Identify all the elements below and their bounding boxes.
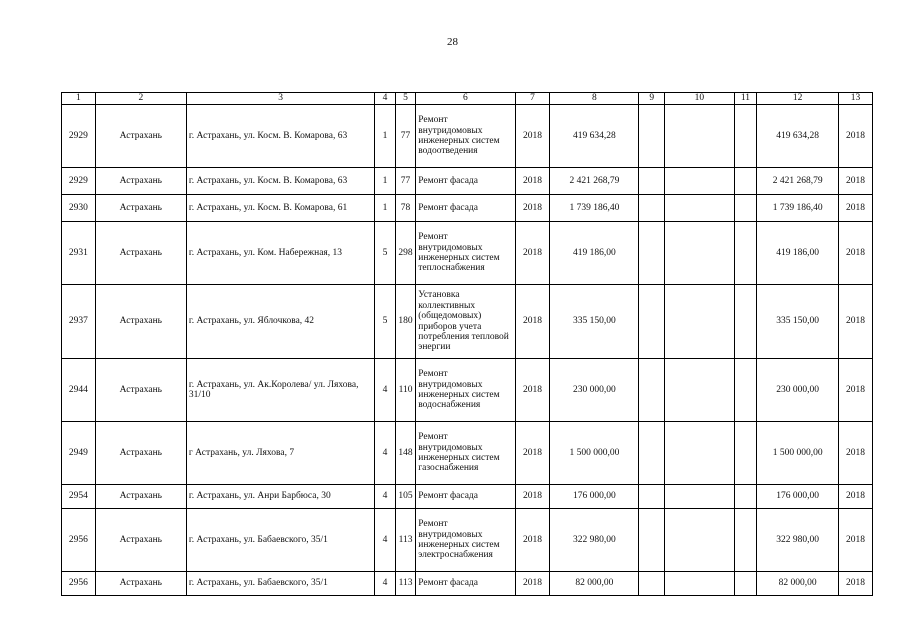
cell-cost: 1 739 186,40 (550, 195, 639, 222)
cell-work: Ремонт внутридомовых инженерных систем теплоснабжения (416, 222, 515, 285)
header-row (62, 93, 873, 105)
column-header: 9 (639, 93, 665, 105)
cell-year: 2018 (515, 359, 550, 422)
cell-col5: 77 (395, 168, 415, 195)
cell-col11 (734, 285, 757, 359)
table-row (62, 359, 873, 422)
table-row (62, 105, 873, 168)
table-row (62, 572, 873, 596)
cell-col10 (665, 485, 735, 509)
cell-address: г. Астрахань, ул. Ак.Королева/ ул. Ляхова, 31/10 (186, 359, 374, 422)
column-header: 2 (95, 93, 186, 105)
cell-work: Ремонт внутридомовых инженерных систем водоотведения (416, 105, 515, 168)
cell-col5: 77 (395, 105, 415, 168)
cell-col13: 2018 (839, 485, 873, 509)
cell-cost: 230 000,00 (550, 359, 639, 422)
table-row (62, 222, 873, 285)
cell-city: Астрахань (95, 572, 186, 596)
table-row (62, 485, 873, 509)
cell-id: 2954 (62, 485, 96, 509)
cell-col13: 2018 (839, 195, 873, 222)
column-header: 5 (395, 93, 415, 105)
cell-id: 2931 (62, 222, 96, 285)
cell-col9 (639, 105, 665, 168)
table-row (62, 168, 873, 195)
cell-cost: 82 000,00 (550, 572, 639, 596)
cell-id: 2956 (62, 509, 96, 572)
cell-col4: 4 (375, 572, 395, 596)
column-header: 10 (665, 93, 735, 105)
cell-col10 (665, 572, 735, 596)
cell-col5: 110 (395, 359, 415, 422)
cell-col9 (639, 222, 665, 285)
cell-col13: 2018 (839, 572, 873, 596)
cell-year: 2018 (515, 485, 550, 509)
table-row (62, 195, 873, 222)
cell-address: г. Астрахань, ул. Косм. В. Комарова, 63 (186, 105, 374, 168)
page-number: 28 (447, 36, 458, 48)
column-header: 13 (839, 93, 873, 105)
cell-col10 (665, 168, 735, 195)
cell-col5: 105 (395, 485, 415, 509)
cell-col10 (665, 422, 735, 485)
cell-id: 2949 (62, 422, 96, 485)
cell-work: Ремонт фасада (416, 485, 515, 509)
cell-col11 (734, 422, 757, 485)
cell-id: 2929 (62, 105, 96, 168)
cell-col4: 1 (375, 168, 395, 195)
cell-id: 2956 (62, 572, 96, 596)
cell-address: г. Астрахань, ул. Косм. В. Комарова, 63 (186, 168, 374, 195)
cell-cost: 322 980,00 (550, 509, 639, 572)
cell-col10 (665, 509, 735, 572)
cell-year: 2018 (515, 422, 550, 485)
cell-col5: 180 (395, 285, 415, 359)
cell-col4: 5 (375, 285, 395, 359)
cell-col10 (665, 285, 735, 359)
cell-cost: 176 000,00 (550, 485, 639, 509)
column-header: 4 (375, 93, 395, 105)
cell-total: 419 634,28 (757, 105, 839, 168)
cell-col5: 113 (395, 509, 415, 572)
cell-col4: 4 (375, 422, 395, 485)
cell-city: Астрахань (95, 485, 186, 509)
cell-col13: 2018 (839, 359, 873, 422)
cell-col11 (734, 222, 757, 285)
cell-cost: 335 150,00 (550, 285, 639, 359)
column-header: 8 (550, 93, 639, 105)
column-header: 7 (515, 93, 550, 105)
cell-city: Астрахань (95, 195, 186, 222)
cell-col13: 2018 (839, 509, 873, 572)
cell-work: Ремонт фасада (416, 168, 515, 195)
register-table (61, 92, 873, 596)
cell-work: Установка коллективных (общедомовых) приборов учета потребления тепловой энергии (416, 285, 515, 359)
cell-col5: 113 (395, 572, 415, 596)
table-row (62, 422, 873, 485)
cell-city: Астрахань (95, 422, 186, 485)
cell-col10 (665, 222, 735, 285)
cell-col13: 2018 (839, 422, 873, 485)
cell-id: 2929 (62, 168, 96, 195)
cell-col11 (734, 359, 757, 422)
cell-col4: 4 (375, 485, 395, 509)
cell-total: 322 980,00 (757, 509, 839, 572)
cell-year: 2018 (515, 285, 550, 359)
cell-address: г. Астрахань, ул. Анри Барбюса, 30 (186, 485, 374, 509)
cell-year: 2018 (515, 509, 550, 572)
cell-col9 (639, 572, 665, 596)
cell-col9 (639, 509, 665, 572)
cell-year: 2018 (515, 222, 550, 285)
cell-col13: 2018 (839, 285, 873, 359)
cell-col4: 4 (375, 359, 395, 422)
cell-col13: 2018 (839, 105, 873, 168)
cell-id: 2944 (62, 359, 96, 422)
column-header: 12 (757, 93, 839, 105)
cell-address: г Астрахань, ул. Ляхова, 7 (186, 422, 374, 485)
cell-total: 2 421 268,79 (757, 168, 839, 195)
cell-col4: 1 (375, 195, 395, 222)
cell-year: 2018 (515, 168, 550, 195)
cell-col4: 5 (375, 222, 395, 285)
cell-col9 (639, 422, 665, 485)
cell-city: Астрахань (95, 509, 186, 572)
cell-col10 (665, 195, 735, 222)
cell-total: 1 739 186,40 (757, 195, 839, 222)
cell-total: 335 150,00 (757, 285, 839, 359)
cell-col5: 78 (395, 195, 415, 222)
cell-work: Ремонт фасада (416, 195, 515, 222)
cell-address: г. Астрахань, ул. Ком. Набережная, 13 (186, 222, 374, 285)
cell-address: г. Астрахань, ул. Косм. В. Комарова, 61 (186, 195, 374, 222)
cell-cost: 1 500 000,00 (550, 422, 639, 485)
cell-col9 (639, 168, 665, 195)
column-header: 3 (186, 93, 374, 105)
cell-city: Астрахань (95, 222, 186, 285)
cell-col11 (734, 168, 757, 195)
table-row (62, 509, 873, 572)
cell-col5: 148 (395, 422, 415, 485)
cell-cost: 419 186,00 (550, 222, 639, 285)
cell-col9 (639, 485, 665, 509)
column-header: 11 (734, 93, 757, 105)
cell-cost: 419 634,28 (550, 105, 639, 168)
cell-work: Ремонт внутридомовых инженерных систем газоснабжения (416, 422, 515, 485)
cell-col9 (639, 359, 665, 422)
cell-total: 230 000,00 (757, 359, 839, 422)
cell-col9 (639, 195, 665, 222)
cell-year: 2018 (515, 572, 550, 596)
cell-id: 2930 (62, 195, 96, 222)
cell-year: 2018 (515, 105, 550, 168)
cell-city: Астрахань (95, 168, 186, 195)
cell-col4: 4 (375, 509, 395, 572)
cell-total: 82 000,00 (757, 572, 839, 596)
cell-col13: 2018 (839, 222, 873, 285)
cell-address: г. Астрахань, ул. Бабаевского, 35/1 (186, 572, 374, 596)
cell-col11 (734, 195, 757, 222)
cell-col11 (734, 105, 757, 168)
cell-city: Астрахань (95, 359, 186, 422)
cell-col10 (665, 105, 735, 168)
cell-city: Астрахань (95, 285, 186, 359)
cell-year: 2018 (515, 195, 550, 222)
cell-col11 (734, 572, 757, 596)
cell-col10 (665, 359, 735, 422)
column-header: 6 (416, 93, 515, 105)
cell-work: Ремонт внутридомовых инженерных систем водоснабжения (416, 359, 515, 422)
cell-address: г. Астрахань, ул. Бабаевского, 35/1 (186, 509, 374, 572)
cell-work: Ремонт внутридомовых инженерных систем электроснабжения (416, 509, 515, 572)
cell-col5: 298 (395, 222, 415, 285)
cell-col4: 1 (375, 105, 395, 168)
cell-id: 2937 (62, 285, 96, 359)
cell-total: 1 500 000,00 (757, 422, 839, 485)
cell-total: 176 000,00 (757, 485, 839, 509)
table-row (62, 285, 873, 359)
cell-col11 (734, 509, 757, 572)
cell-col13: 2018 (839, 168, 873, 195)
cell-address: г. Астрахань, ул. Яблочкова, 42 (186, 285, 374, 359)
column-header: 1 (62, 93, 96, 105)
cell-col9 (639, 285, 665, 359)
cell-city: Астрахань (95, 105, 186, 168)
cell-col11 (734, 485, 757, 509)
cell-total: 419 186,00 (757, 222, 839, 285)
cell-work: Ремонт фасада (416, 572, 515, 596)
cell-cost: 2 421 268,79 (550, 168, 639, 195)
